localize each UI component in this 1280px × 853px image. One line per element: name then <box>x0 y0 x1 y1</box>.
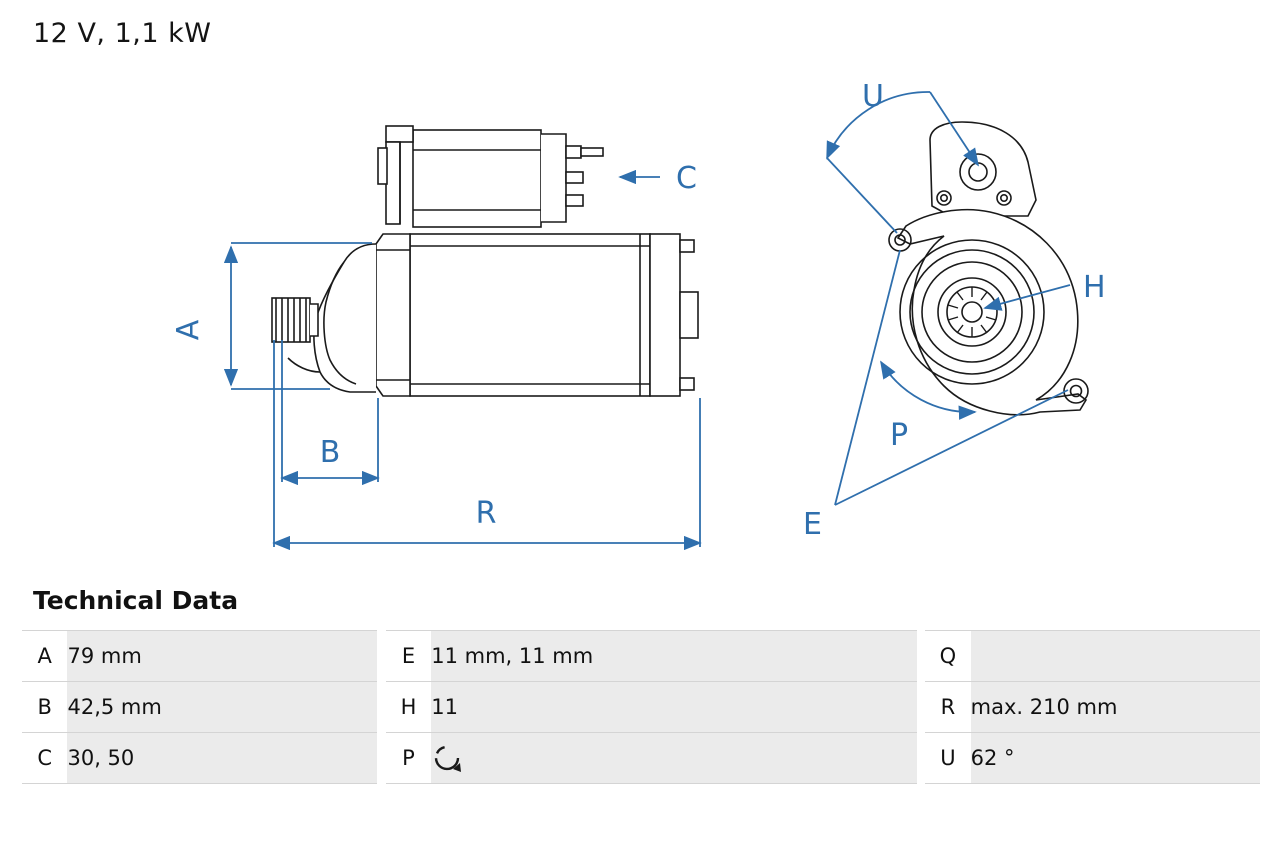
spacer <box>377 631 385 682</box>
row-value-u: 62 ° <box>971 733 1260 784</box>
row-key-u: U <box>925 733 970 784</box>
table-row <box>22 682 1260 733</box>
label-B: B <box>319 435 341 470</box>
row-value-a: 79 mm <box>67 631 377 682</box>
row-value-p <box>431 733 917 784</box>
label-R: R <box>475 496 497 531</box>
row-key-b: B <box>22 682 67 733</box>
spacer <box>377 733 385 784</box>
row-key-e: E <box>386 631 431 682</box>
spacer <box>917 631 925 682</box>
label-U: U <box>862 79 884 114</box>
row-value-b: 42,5 mm <box>67 682 377 733</box>
row-value-h: 11 <box>431 682 917 733</box>
row-key-p: P <box>386 733 431 784</box>
page-title: 12 V, 1,1 kW <box>33 18 212 49</box>
table-row <box>22 631 1260 682</box>
row-value-r: max. 210 mm <box>971 682 1260 733</box>
label-A: A <box>171 319 206 341</box>
row-value-q <box>971 631 1260 682</box>
technical-data-table <box>22 630 1260 784</box>
side-view-group <box>272 126 698 396</box>
row-value-c: 30, 50 <box>67 733 377 784</box>
label-P: P <box>890 418 909 453</box>
label-C: C <box>676 161 697 196</box>
end-view-group <box>889 122 1088 415</box>
spacer <box>917 733 925 784</box>
row-key-q: Q <box>925 631 970 682</box>
table-row <box>22 733 1260 784</box>
label-E: E <box>803 507 822 542</box>
technical-data-heading: Technical Data <box>33 586 239 615</box>
label-H: H <box>1083 270 1106 305</box>
spacer <box>377 682 385 733</box>
row-key-h: H <box>386 682 431 733</box>
spacer <box>917 682 925 733</box>
rotation-clockwise-icon <box>431 741 465 775</box>
row-key-a: A <box>22 631 67 682</box>
row-value-e: 11 mm, 11 mm <box>431 631 917 682</box>
row-key-c: C <box>22 733 67 784</box>
row-key-r: R <box>925 682 970 733</box>
